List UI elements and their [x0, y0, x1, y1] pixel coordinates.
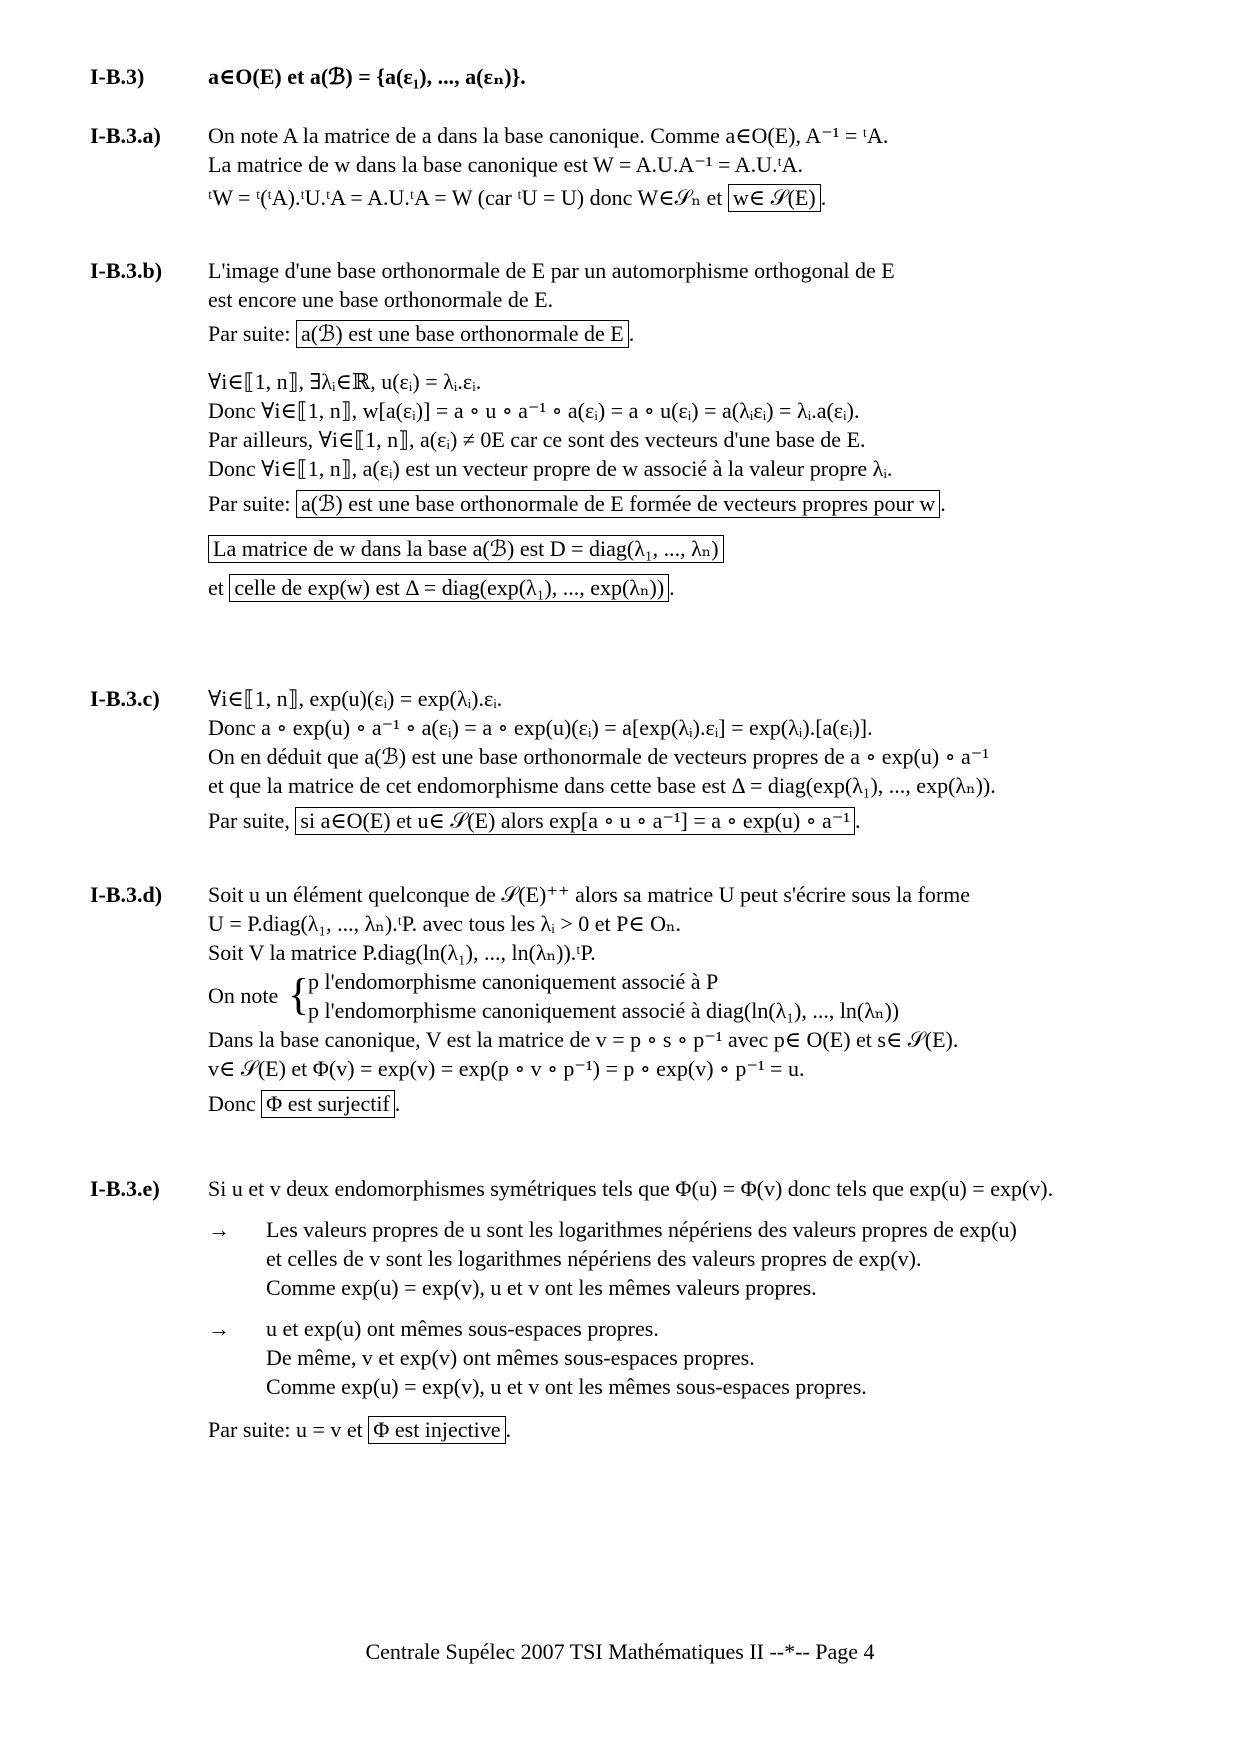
result-box: a(ℬ) est une base orthonormale de E	[296, 320, 629, 348]
text-line: Soit u un élément quelconque de 𝒮(E)⁺⁺ alors sa matrice U peut s'écrire sous la forme	[208, 882, 971, 907]
text-line	[208, 806, 1208, 835]
text-line: Dans la base canonique, V est la matrice de v = p ∘ s ∘ p⁻¹ avec p∈ O(E) et s∈ 𝒮(E).	[208, 1027, 959, 1052]
text-line: Par ailleurs, ∀i∈⟦1, n⟧, a(εᵢ) ≠ 0E car ce sont des vecteurs d'une base de E.	[208, 427, 866, 452]
text-line: est encore une base orthonormale de E.	[208, 287, 554, 312]
punctuation: .	[505, 1417, 512, 1442]
result-box: a(ℬ) est une base orthonormale de E formée de vecteurs propres pour w	[296, 490, 940, 518]
text-line: ∀i∈⟦1, n⟧, ∃λᵢ∈ℝ, u(εᵢ) = λᵢ.εᵢ.	[208, 369, 482, 394]
section-label: I-B.3.c)	[90, 686, 160, 711]
text-line	[208, 573, 1208, 602]
text-line: Soit V la matrice P.diag(ln(λ₁), ..., ln(λₙ)).ᵗP.	[208, 940, 596, 965]
punctuation: .	[820, 185, 827, 210]
left-brace: {	[288, 970, 310, 1019]
text-line	[208, 319, 1208, 348]
result-box: Φ est injective	[368, 1416, 505, 1444]
text-line: Comme exp(u) = exp(v), u et v ont les mêmes valeurs propres.	[266, 1275, 817, 1300]
text-line	[208, 489, 1208, 518]
section-label: I-B.3.d)	[90, 882, 163, 907]
text-line	[208, 1415, 1208, 1444]
result-box: si a∈O(E) et u∈ 𝒮(E) alors exp[a ∘ u ∘ a⁻¹] = a ∘ exp(u) ∘ a⁻¹	[295, 807, 855, 835]
text-line: Donc a ∘ exp(u) ∘ a⁻¹ ∘ a(εᵢ) = a ∘ exp(u)(εᵢ) = a[exp(λᵢ).εᵢ] = exp(λᵢ).[a(εᵢ)].	[208, 715, 873, 740]
text-line	[208, 1089, 1208, 1118]
text-line: et que la matrice de cet endomorphisme dans cette base est Δ = diag(exp(λ₁), ..., exp(λₙ)).	[208, 773, 996, 798]
text-line: Donc ∀i∈⟦1, n⟧, a(εᵢ) est un vecteur propre de w associé à la valeur propre λᵢ.	[208, 456, 893, 481]
on-note-label: On note	[208, 983, 279, 1008]
text-fragment: Par suite: u = v et	[208, 1417, 369, 1442]
section-title: a∈O(E) et a(ℬ) = {a(ε₁), ..., a(εₙ)}.	[208, 64, 526, 89]
text-line: Si u et v deux endomorphismes symétriques tels que Φ(u) = Φ(v) donc tels que exp(u) = exp(v).	[208, 1176, 1054, 1201]
punctuation: .	[394, 1091, 401, 1116]
arrow-item	[208, 1215, 1208, 1302]
text-line: ∀i∈⟦1, n⟧, exp(u)(εᵢ) = exp(λᵢ).εᵢ.	[208, 686, 503, 711]
page-footer: Centrale Supélec 2007 TSI Mathématiques II --*-- Page 4	[365, 1639, 875, 1664]
section-label: I-B.3.b)	[90, 258, 163, 283]
text-line: Donc ∀i∈⟦1, n⟧, w[a(εᵢ)] = a ∘ u ∘ a⁻¹ ∘ a(εᵢ) = a ∘ u(εᵢ) = a(λᵢεᵢ) = λᵢ.a(εᵢ).	[208, 398, 860, 423]
result-box: w∈ 𝒮(E)	[728, 184, 821, 212]
text-line: De même, v et exp(v) ont mêmes sous-espaces propres.	[266, 1345, 755, 1370]
result-box: La matrice de w dans la base a(ℬ) est D = diag(λ₁, ..., λₙ)	[208, 535, 724, 563]
text-line: On note A la matrice de a dans la base canonique. Comme a∈O(E), A⁻¹ = ᵗA.	[208, 123, 889, 148]
text-fragment: ᵗW = ᵗ(ᵗA).ᵗU.ᵗA = A.U.ᵗA = W (car ᵗU = U) donc W∈𝒮ₙ et	[208, 185, 728, 210]
section-label: I-B.3.e)	[90, 1176, 160, 1201]
brace-line: p l'endomorphisme canoniquement associé à P	[308, 969, 719, 994]
text-fragment: Par suite:	[208, 491, 296, 516]
result-box: Φ est surjectif	[261, 1090, 395, 1118]
arrow-icon: →	[208, 1217, 230, 1242]
text-line: u et exp(u) ont mêmes sous-espaces propres.	[266, 1316, 659, 1341]
text-line	[208, 183, 1208, 212]
text-line: Comme exp(u) = exp(v), u et v ont les mêmes sous-espaces propres.	[266, 1374, 867, 1399]
text-line: On en déduit que a(ℬ) est une base orthonormale de vecteurs propres de a ∘ exp(u) ∘ a⁻¹	[208, 744, 989, 769]
text-line	[208, 534, 1208, 563]
text-line: v∈ 𝒮(E) et Φ(v) = exp(v) = exp(p ∘ v ∘ p⁻¹) = p ∘ exp(v) ∘ p⁻¹ = u.	[208, 1056, 805, 1081]
text-fragment: et	[208, 575, 230, 600]
punctuation: .	[628, 321, 635, 346]
arrow-icon: →	[208, 1316, 230, 1341]
brace-line: p l'endomorphisme canoniquement associé à diag(ln(λ₁), ..., ln(λₙ))	[308, 998, 900, 1023]
text-fragment: Donc	[208, 1091, 262, 1116]
section-label: I-B.3.a)	[90, 123, 161, 148]
text-line: La matrice de w dans la base canonique est W = A.U.A⁻¹ = A.U.ᵗA.	[208, 152, 804, 177]
text-fragment: Par suite:	[208, 321, 296, 346]
result-box: celle de exp(w) est Δ = diag(exp(λ₁), ..., exp(λₙ))	[229, 574, 669, 602]
punctuation: .	[669, 575, 675, 600]
punctuation: .	[940, 491, 946, 516]
arrow-item	[208, 1314, 1208, 1401]
on-note-block	[208, 967, 1208, 1025]
section-label: I-B.3)	[90, 64, 145, 89]
text-line: L'image d'une base orthonormale de E par un automorphisme orthogonal de E	[208, 258, 895, 283]
text-line: U = P.diag(λ₁, ..., λₙ).ᵗP. avec tous les λᵢ > 0 et P∈ Oₙ.	[208, 911, 682, 936]
punctuation: .	[855, 808, 861, 833]
text-line: Les valeurs propres de u sont les logarithmes népériens des valeurs propres de exp(u)	[266, 1217, 1017, 1242]
text-line: et celles de v sont les logarithmes népériens des valeurs propres de exp(v).	[266, 1246, 922, 1271]
text-fragment: Par suite,	[208, 808, 296, 833]
